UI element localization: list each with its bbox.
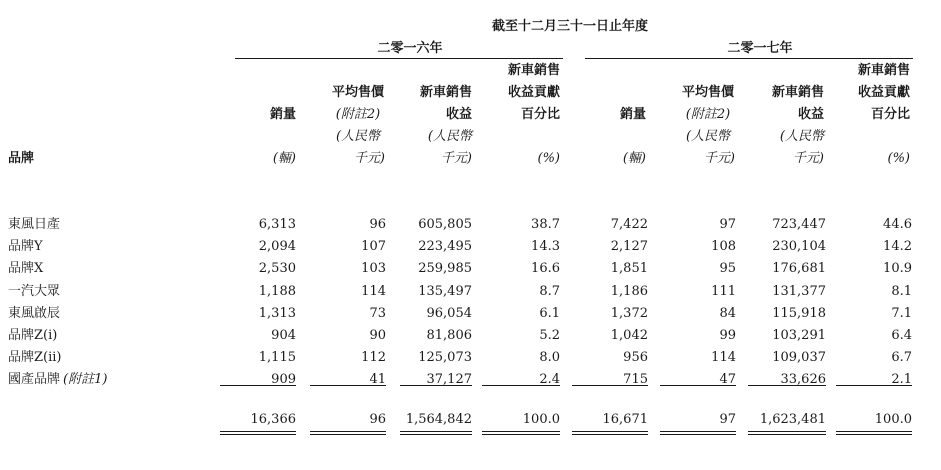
year-2016-heading: 二零一六年 <box>377 41 443 56</box>
cell-r17: 131,377 <box>772 283 826 299</box>
total-rule-a-v16 <box>220 431 296 432</box>
cell-v16: 2,530 <box>258 261 296 277</box>
cell-p16: 114 <box>361 283 386 299</box>
cell-r17: 723,447 <box>772 217 826 232</box>
brand-name <box>8 285 60 299</box>
cell-r16: 605,805 <box>418 217 472 232</box>
cell-p17: 114 <box>711 350 736 366</box>
cell-v17: 1,186 <box>610 283 648 299</box>
cell-v16: 1,115 <box>258 350 296 366</box>
total-revenue-2017: 1,623,481 <box>759 412 826 427</box>
col-pct-2017-l3: 百分比 <box>870 107 910 122</box>
total-volume-2016: 16,366 <box>250 412 296 427</box>
cell-c17: 6.7 <box>891 350 912 366</box>
col-pct-unit-2017: (%) <box>887 151 910 166</box>
cell-c17: 7.1 <box>891 305 912 321</box>
brand-label: 一汽大眾 <box>8 283 61 299</box>
subtotal-rule-p16 <box>310 385 386 386</box>
cell-p16: 107 <box>361 239 386 255</box>
total-rule-a-r17 <box>748 431 826 432</box>
total-rule-b-p17 <box>660 434 736 435</box>
col-volume-unit-2016: (輛) <box>272 151 296 166</box>
cell-v16: 1,188 <box>258 283 296 299</box>
cell-r17: 115,918 <box>772 305 826 321</box>
col-avg-price-2016-l1: 平均售價 <box>331 85 384 100</box>
brand-name <box>8 262 43 276</box>
col-avg-price-2017-l1: 平均售價 <box>681 85 734 100</box>
total-rule-b-r16 <box>400 434 472 435</box>
total-revenue-2016: 1,564,842 <box>405 412 472 427</box>
cell-p17: 108 <box>711 239 736 255</box>
brand-label: 東風啟辰 <box>8 305 61 321</box>
cell-c16: 8.0 <box>539 350 560 366</box>
total-rule-b-v17 <box>572 434 648 435</box>
subtotal-rule-r16 <box>400 385 472 386</box>
cell-v17: 1,851 <box>610 261 648 277</box>
total-pct-2017: 100.0 <box>874 412 912 427</box>
cell-p16: 103 <box>361 261 386 277</box>
col-volume-2016: 銷量 <box>269 107 296 122</box>
cell-p17: 47 <box>719 372 736 388</box>
col-revenue-2017-l3: (人民幣 <box>779 129 824 144</box>
brand-label: 品牌Z(ii) <box>8 350 62 366</box>
total-rule-b-r17 <box>748 434 826 435</box>
total-avg-price-2017: 97 <box>719 412 736 427</box>
col-revenue-2016-l1: 新車銷售 <box>419 85 472 100</box>
total-pct-2016: 100.0 <box>522 412 560 427</box>
cell-c17: 6.4 <box>891 328 912 343</box>
col-avg-price-2016-l4: 千元) <box>353 151 385 166</box>
col-avg-price-2016-l3: (人民幣 <box>335 129 381 144</box>
cell-c17: 10.9 <box>883 261 912 277</box>
brand-note: (附註1) <box>63 372 108 388</box>
cell-p16: 90 <box>369 328 386 343</box>
cell-v17: 715 <box>623 372 648 388</box>
cell-v16: 2,094 <box>258 239 296 255</box>
col-avg-price-2017-l3: (人民幣 <box>685 129 731 144</box>
cell-c17: 2.1 <box>891 372 912 388</box>
cell-p16: 73 <box>369 305 386 321</box>
col-revenue-2017-l4: 千元) <box>792 151 824 166</box>
cell-r16: 37,127 <box>426 372 472 388</box>
brand-name <box>8 351 62 365</box>
subtotal-rule-r17 <box>748 385 826 386</box>
cell-c16: 2.4 <box>539 372 560 388</box>
col-pct-2017-l2: 收益貢獻 <box>857 85 910 100</box>
col-avg-price-2017-l4: 千元) <box>703 151 735 166</box>
brand-label: 品牌Y <box>8 239 43 255</box>
col-revenue-2016-l2: 收益 <box>445 107 472 122</box>
cell-r16: 223,495 <box>418 239 472 255</box>
cell-r16: 81,806 <box>426 328 472 343</box>
cell-c17: 44.6 <box>883 217 912 232</box>
cell-v16: 904 <box>271 328 296 343</box>
brand-label: 國產品牌 <box>8 372 61 388</box>
brand-name <box>8 240 43 254</box>
cell-c16: 14.3 <box>531 239 560 255</box>
subtotal-rule-v16 <box>220 385 296 386</box>
year-2017-heading: 二零一七年 <box>727 41 793 56</box>
subtotal-rule-c17 <box>836 385 912 386</box>
subtotal-rule-c16 <box>482 385 560 386</box>
cell-r17: 109,037 <box>772 350 826 366</box>
brand-name <box>8 329 57 343</box>
year-2017-rule <box>585 58 913 59</box>
cell-r17: 33,626 <box>780 372 826 388</box>
total-rule-a-p17 <box>660 431 736 432</box>
cell-p17: 97 <box>719 217 736 232</box>
col-volume-unit-2017: (輛) <box>622 151 646 166</box>
total-rule-b-p16 <box>310 434 386 435</box>
cell-v17: 1,372 <box>610 305 648 321</box>
col-revenue-2016-l3: (人民幣 <box>427 129 472 144</box>
cell-c17: 8.1 <box>891 283 912 299</box>
col-avg-price-2016-l2: (附註2) <box>335 107 381 122</box>
cell-v16: 909 <box>271 372 296 388</box>
cell-v16: 6,313 <box>258 217 296 232</box>
total-rule-b-v16 <box>220 434 296 435</box>
cell-c16: 38.7 <box>531 217 560 232</box>
col-pct-unit-2016: (%) <box>537 151 560 166</box>
cell-r17: 103,291 <box>772 328 826 343</box>
total-volume-2017: 16,671 <box>602 412 648 427</box>
cell-p16: 96 <box>369 217 386 232</box>
cell-c17: 14.2 <box>883 239 912 255</box>
cell-v17: 7,422 <box>610 217 648 232</box>
total-rule-b-c17 <box>836 434 912 435</box>
col-pct-2016-l2: 收益貢獻 <box>507 85 560 100</box>
brand-label: 品牌X <box>8 261 44 277</box>
cell-v17: 2,127 <box>610 239 648 255</box>
year-2016-rule <box>235 58 563 59</box>
cell-c16: 16.6 <box>531 261 560 277</box>
col-pct-2017-l1: 新車銷售 <box>857 63 910 78</box>
cell-r16: 135,497 <box>418 283 472 299</box>
cell-p17: 84 <box>719 305 736 321</box>
cell-p16: 112 <box>361 350 386 366</box>
brand-name <box>8 373 107 387</box>
col-avg-price-2017-l2: (附註2) <box>685 107 731 122</box>
col-revenue-2016-l4: 千元) <box>440 151 472 166</box>
total-rule-a-c16 <box>482 431 560 432</box>
cell-r17: 230,104 <box>772 239 826 255</box>
cell-c16: 8.7 <box>539 283 560 299</box>
cell-r17: 176,681 <box>772 261 826 277</box>
total-rule-a-c17 <box>836 431 912 432</box>
cell-v17: 956 <box>623 350 648 366</box>
cell-c16: 6.1 <box>539 305 560 321</box>
brand-label: 品牌Z(i) <box>8 328 58 343</box>
col-pct-2016-l1: 新車銷售 <box>507 63 560 78</box>
brand-column-label: 品牌 <box>8 151 35 166</box>
total-rule-a-r16 <box>400 431 472 432</box>
cell-p17: 111 <box>711 283 736 299</box>
subtotal-rule-p17 <box>660 385 736 386</box>
cell-r16: 96,054 <box>426 305 472 321</box>
cell-c16: 5.2 <box>539 328 560 343</box>
total-avg-price-2016: 96 <box>369 412 386 427</box>
cell-p16: 41 <box>369 372 386 388</box>
total-rule-a-v17 <box>572 431 648 432</box>
cell-p17: 95 <box>719 261 736 277</box>
cell-r16: 125,073 <box>418 350 472 366</box>
cell-v17: 1,042 <box>610 328 648 343</box>
period-heading: 截至十二月三十一日止年度 <box>491 19 648 34</box>
col-revenue-2017-l1: 新車銷售 <box>771 85 824 100</box>
brand-name <box>8 218 60 232</box>
cell-r16: 259,985 <box>418 261 472 277</box>
col-revenue-2017-l2: 收益 <box>797 107 824 122</box>
subtotal-rule-v17 <box>572 385 648 386</box>
col-pct-2016-l3: 百分比 <box>520 107 560 122</box>
brand-name <box>8 307 60 321</box>
brand-label: 東風日產 <box>8 217 61 232</box>
cell-p17: 99 <box>719 328 736 343</box>
total-rule-a-p16 <box>310 431 386 432</box>
col-volume-2017: 銷量 <box>619 107 646 122</box>
cell-v16: 1,313 <box>258 305 296 321</box>
total-rule-b-c16 <box>482 434 560 435</box>
